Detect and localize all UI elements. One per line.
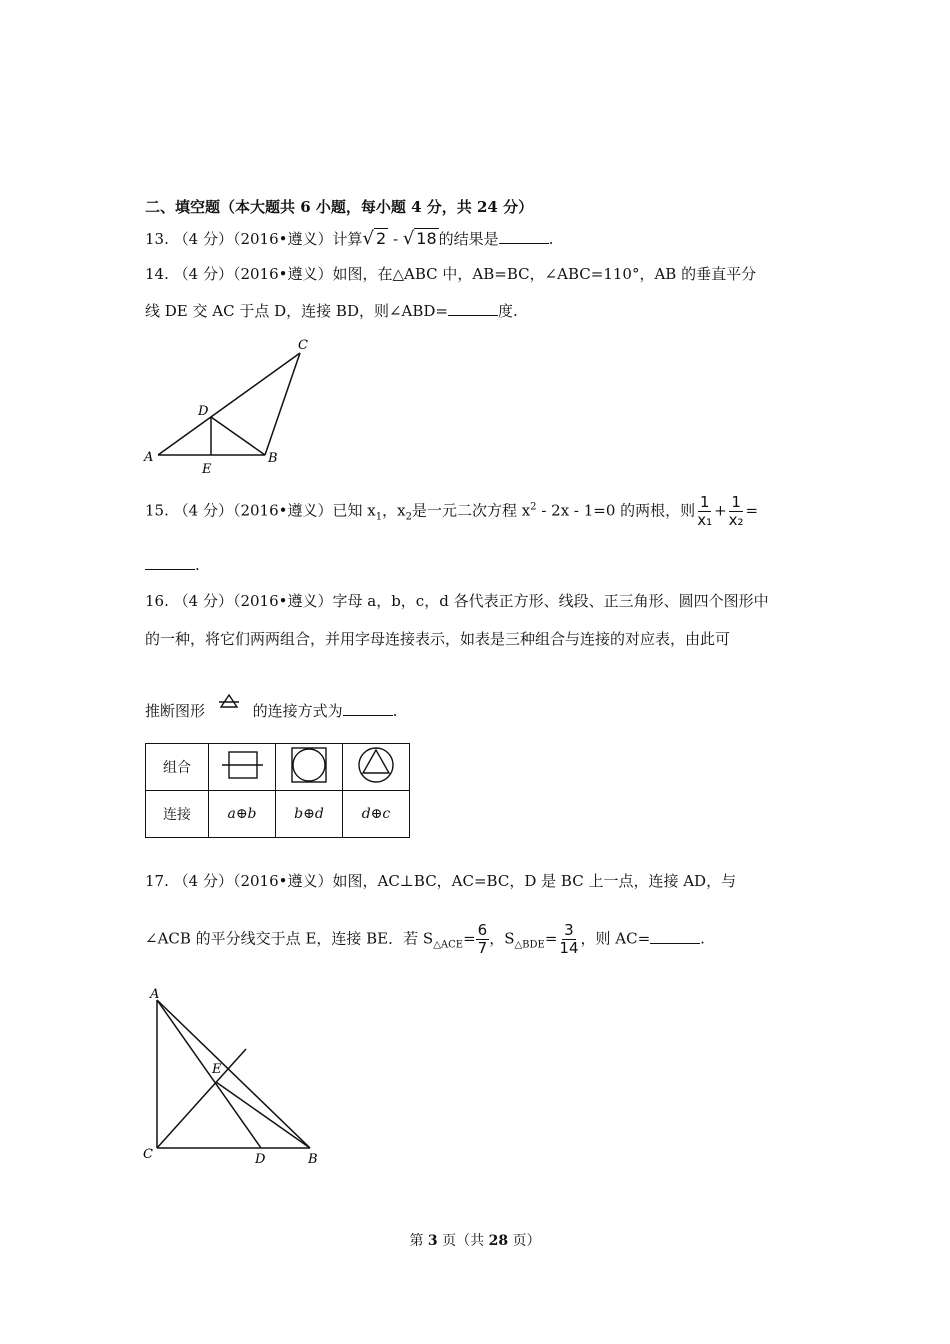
q15-equals: = [745,501,759,520]
q14-figure [140,335,330,480]
question-14-line2 [145,300,518,321]
q15-source: （2016•遵义） [232,501,333,520]
label-c: C [298,338,308,353]
triangle-over-segment-icon [212,692,246,718]
q13-minus: - [392,230,399,248]
label-c: C [143,1147,153,1162]
q13-end: . [548,230,554,248]
connect-cell: b⊕d [276,791,343,838]
q16-text-4: 的连接方式为 [252,702,343,720]
question-14-line1 [145,263,756,284]
section-title: 二、填空题（本大题共 6 小题，每小题 4 分，共 24 分） [145,198,534,216]
question-15 [145,494,758,529]
question-16-line3 [145,692,397,721]
question-17-line2: ∠ACB 的平分线交于点 E，连接 BE．若 $S_{\triangle ACE}=$ $\frac{6}{7}$ ，$S_{\triangle BDE}=$ $\frac{3}{14}$ ，则 AC= . [145,921,705,957]
q15-number: 15. [145,501,169,520]
q17-source: （2016•遵义） [232,872,333,890]
q14-source: （2016•遵义） [232,265,333,283]
q15-sup: 2 [530,501,537,513]
table-row [146,791,410,838]
connect-cell: a⊕b [209,791,276,838]
footer-mid: 页（共 [442,1233,485,1249]
q13-score: （4 分） [173,230,233,248]
label-e: E [202,462,212,477]
connect-cell: d⊕c [343,791,410,838]
label-a: A [150,987,160,1002]
q17-score: （4 分） [173,872,233,890]
footer-pre: 第 [409,1233,424,1249]
footer-post: 页） [512,1233,541,1249]
q17-text-1: 如图，AC⊥BC，AC=BC，D 是 BC 上一点，连接 AD，与 [332,872,737,890]
label-d: D [198,404,209,419]
row-label-connect: 连接 [146,791,209,838]
total-pages: 28 [488,1233,509,1249]
q16-text-1: 字母 a，b，c，d 各代表正方形、线段、正三角形、圆四个图形中 [332,592,769,610]
q15-end: . [195,556,200,574]
fraction-1-over-x2: $\frac{1}{\text{x₂}}$ [728,493,744,529]
q15-text-3: 是一元二次方程 x [411,501,531,520]
q15-text-1: 已知 x [332,501,376,520]
label-a: A [144,450,154,465]
q14-number: 14. [145,265,169,283]
combo-circle-triangle-icon [343,744,410,791]
q13-post: 的结果是 [438,230,499,248]
question-17-line1 [145,870,736,891]
q14-text-2: 线 DE 交 AC 于点 D，连接 BD，则∠ABD= [145,302,448,320]
q13-pre: 计算 [332,230,363,248]
combination-table [145,743,410,838]
q17-text-3: ，S [489,929,515,948]
q15-text-4: - 2x - 1=0 的两根，则 [536,501,696,520]
q16-score: （4 分） [173,592,233,610]
segment-cb [265,353,300,455]
answer-blank [499,229,549,244]
question-15-answer [145,555,200,574]
q15-score: （4 分） [173,501,233,520]
q17-text-2: ∠ACB 的平分线交于点 E，连接 BE．若 S [145,929,434,948]
question-16-line2: 的一种，将它们两两组合，并用字母连接表示，如表是三种组合与连接的对应表，由此可 [145,630,731,648]
q17-text-4: ，则 AC= [580,929,651,948]
table-row [146,744,410,791]
q17-sub-bde: △BDE [514,939,545,951]
q16-source: （2016•遵义） [232,592,333,610]
answer-blank [650,929,700,944]
q16-text-3: 推断图形 [145,702,206,720]
fraction-6-7: $\frac{6}{7}$ [477,921,488,957]
label-b: B [268,451,278,466]
segment-ab [157,1000,310,1148]
fraction-3-14: $\frac{3}{14}$ [559,921,579,957]
fraction-1-over-x1: $\frac{1}{\text{x₁}}$ [697,493,713,529]
question-16-line1 [145,590,769,611]
segment-ac [158,353,300,455]
segment-ad [157,1000,261,1148]
q14-text-3: 度. [498,302,518,320]
combo-square-segment-icon [209,744,276,791]
segment-db [211,417,265,455]
combo-square-circle-icon [276,744,343,791]
label-d: D [255,1152,266,1167]
segment-eb [216,1082,310,1148]
q17-number: 17. [145,872,169,890]
sqrt-18: √ 18 [402,228,437,249]
q14-text-1: 如图，在△ABC 中，AB=BC，∠ABC=110°，AB 的垂直平分 [332,265,757,283]
row-label-combo: 组合 [146,744,209,791]
answer-blank [343,701,393,716]
label-e: E [212,1062,222,1077]
q17-figure [140,985,340,1170]
q13-source: （2016•遵义） [232,230,333,248]
q15-plus: + [714,501,727,520]
question-13 [145,228,553,249]
page-footer [0,1230,950,1250]
q15-sub-2: 2 [405,511,412,523]
label-b: B [308,1152,318,1167]
q17-sub-ace: △ACE [433,939,464,951]
q15-sub-1: 1 [375,511,383,523]
page-number: 3 [427,1233,438,1249]
q15-text-2: ，x [382,501,406,520]
sqrt-2: √ 2 [362,228,387,249]
q16-number: 16. [145,592,169,610]
q16-end: . [392,702,398,720]
q14-score: （4 分） [173,265,233,283]
answer-blank [145,555,195,570]
q13-number: 13. [145,230,169,248]
q17-end: . [700,929,705,948]
answer-blank [448,301,498,316]
